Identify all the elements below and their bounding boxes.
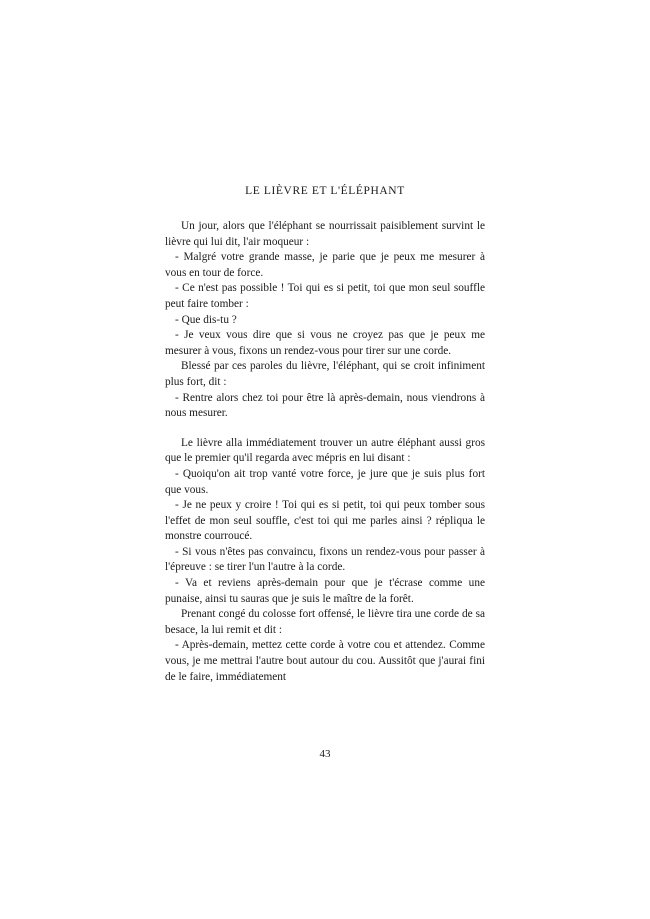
paragraph: - Que dis-tu ? xyxy=(175,313,237,326)
page-number: 43 xyxy=(319,748,331,760)
paragraph: - Si vous n'êtes pas convaincu, fixons un rendez-vous pour passer à l'épreuve : se tirer l'un l'autre à la corde. xyxy=(165,545,485,574)
paragraph: Le lièvre alla immédiatement trouver un autre éléphant aussi gros que le premier qu'il regarda avec mépris en lui disant : xyxy=(165,436,485,465)
paragraph: - Je ne peux y croire ! Toi qui es si petit, toi qui peux tomber sous l'effet de mon seul souffle, c'est toi qui me parles ainsi ? répliqua le monstre courroucé. xyxy=(165,499,485,543)
paragraph: Blessé par ces paroles du lièvre, l'éléphant, qui se croit infiniment plus fort, dit : xyxy=(165,360,485,388)
paragraph: - Malgré votre grande masse, je parie que je peux me mesurer à vous en tour de force. xyxy=(165,251,485,279)
body-text xyxy=(165,219,485,685)
page-title: LE LIÈVRE ET L'ÉLÉPHANT xyxy=(245,185,405,197)
paragraph: - Je veux vous dire que si vous ne croyez pas que je peux me mesurer à vous, fixons un rendez-vous pour tirer sur une corde. xyxy=(165,329,485,357)
paragraph: - Après-demain, mettez cette corde à votre cou et attendez. Comme vous, je me mettrai l'autre bout autour du cou. Aussitôt que j'aurai fini de le faire, immédiatement xyxy=(165,639,485,683)
paragraph: - Quoiqu'on ait trop vanté votre force, je jure que je suis plus fort que vous. xyxy=(165,467,485,496)
paragraph: Prenant congé du colosse fort offensé, le lièvre tira une corde de sa besace, la lui remit et dit : xyxy=(165,608,485,636)
text-column xyxy=(165,185,485,685)
paragraph: - Rentre alors chez toi pour être là après-demain, nous viendrons à nous mesurer. xyxy=(165,391,485,420)
paragraph: - Va et reviens après-demain pour que je t'écrase comme une punaise, ainsi tu sauras que je suis le maître de la forêt. xyxy=(165,577,485,605)
paragraph: Un jour, alors que l'éléphant se nourrissait paisiblement survint le lièvre qui lui dit, l'air moqueur : xyxy=(165,220,485,248)
paragraph-break xyxy=(165,422,485,436)
paragraph: - Ce n'est pas possible ! Toi qui es si petit, toi que mon seul souffle peut faire tomber : xyxy=(165,282,485,310)
